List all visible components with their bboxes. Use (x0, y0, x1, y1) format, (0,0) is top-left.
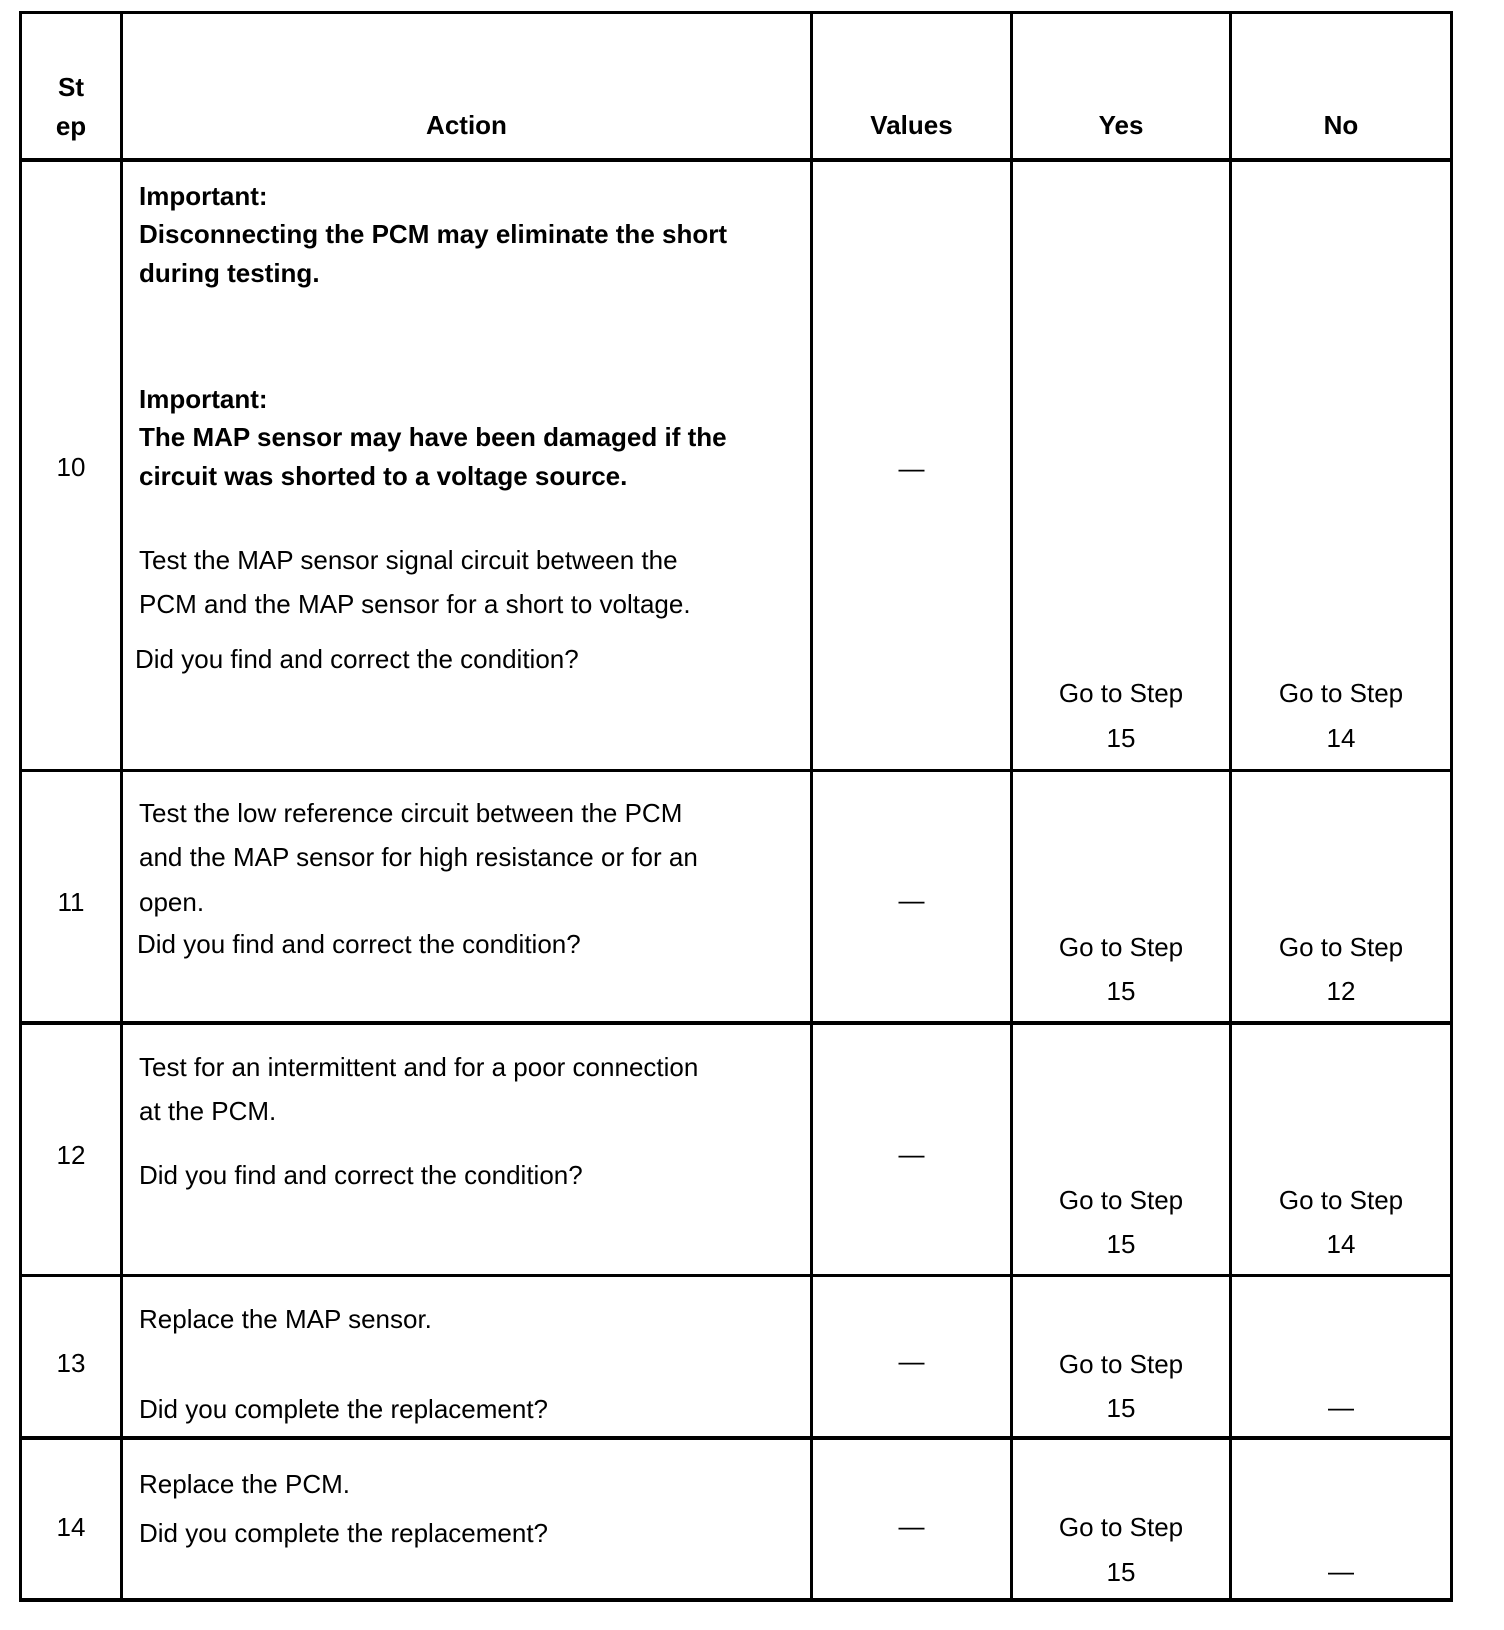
header-step: St (58, 72, 84, 102)
yes-cell: Go to Step (1058, 932, 1184, 962)
important-text: The MAP sensor may have been damaged if the (139, 422, 727, 452)
yes-cell: 15 (1106, 723, 1136, 753)
action-text: Replace the PCM. (139, 1469, 350, 1499)
no-cell: 14 (1326, 723, 1356, 753)
table-border-bottom (19, 1598, 1453, 1602)
values-cell: — (898, 1511, 925, 1541)
column-divider (120, 11, 123, 1602)
action-question: Did you find and correct the condition? (135, 644, 579, 674)
header-values: Values (870, 110, 953, 140)
header-yes: Yes (1098, 110, 1144, 140)
important-label: Important: (139, 384, 268, 414)
step-number: 10 (56, 452, 86, 482)
table-border-top (19, 11, 1453, 14)
no-cell: Go to Step (1278, 1185, 1404, 1215)
action-question: Did you complete the replacement? (139, 1518, 549, 1548)
yes-cell: Go to Step (1058, 678, 1184, 708)
action-text: Test the low reference circuit between the PCM (139, 798, 683, 828)
yes-cell: Go to Step (1058, 1185, 1184, 1215)
no-cell: — (1328, 1392, 1354, 1422)
header-divider (19, 158, 1453, 162)
important-text: Disconnecting the PCM may eliminate the short (139, 219, 727, 249)
no-cell: 12 (1326, 976, 1356, 1006)
important-label: Important: (139, 181, 268, 211)
yes-cell: Go to Step (1058, 1512, 1184, 1542)
action-text: and the MAP sensor for high resistance or for an (139, 842, 698, 872)
action-text: at the PCM. (139, 1096, 277, 1126)
header-action: Action (426, 110, 507, 140)
yes-cell: Go to Step (1058, 1349, 1184, 1379)
header-no: No (1323, 110, 1359, 140)
row-divider (19, 769, 1453, 772)
important-text: circuit was shorted to a voltage source. (139, 461, 628, 491)
important-text: during testing. (139, 258, 320, 288)
yes-cell: 15 (1106, 976, 1136, 1006)
step-number: 12 (56, 1140, 86, 1170)
yes-cell: 15 (1106, 1393, 1136, 1423)
step-number: 14 (56, 1512, 86, 1542)
action-question: Did you find and correct the condition? (139, 1160, 583, 1190)
action-text: open. (139, 887, 205, 917)
no-cell: Go to Step (1278, 678, 1404, 708)
row-divider (19, 1436, 1453, 1440)
header-step: ep (55, 111, 87, 141)
yes-cell: 15 (1106, 1229, 1136, 1259)
column-divider (1229, 11, 1232, 1602)
no-cell: Go to Step (1278, 932, 1404, 962)
action-text: Replace the MAP sensor. (139, 1304, 432, 1334)
no-cell: — (1328, 1556, 1354, 1586)
no-cell: 14 (1326, 1229, 1356, 1259)
values-cell: — (898, 1139, 925, 1169)
action-question: Did you find and correct the condition? (137, 929, 581, 959)
step-number: 13 (56, 1348, 86, 1378)
action-question: Did you complete the replacement? (139, 1394, 549, 1424)
action-text: PCM and the MAP sensor for a short to voltage. (139, 589, 691, 619)
table-border-right (1450, 11, 1453, 1602)
action-text: Test for an intermittent and for a poor connection (139, 1052, 699, 1082)
row-divider (19, 1021, 1453, 1025)
row-divider (19, 1274, 1453, 1277)
values-cell: — (898, 453, 925, 483)
values-cell: — (898, 885, 925, 915)
action-text: Test the MAP sensor signal circuit between the (139, 545, 678, 575)
values-cell: — (898, 1346, 925, 1376)
yes-cell: 15 (1106, 1557, 1136, 1587)
step-number: 11 (57, 887, 85, 917)
